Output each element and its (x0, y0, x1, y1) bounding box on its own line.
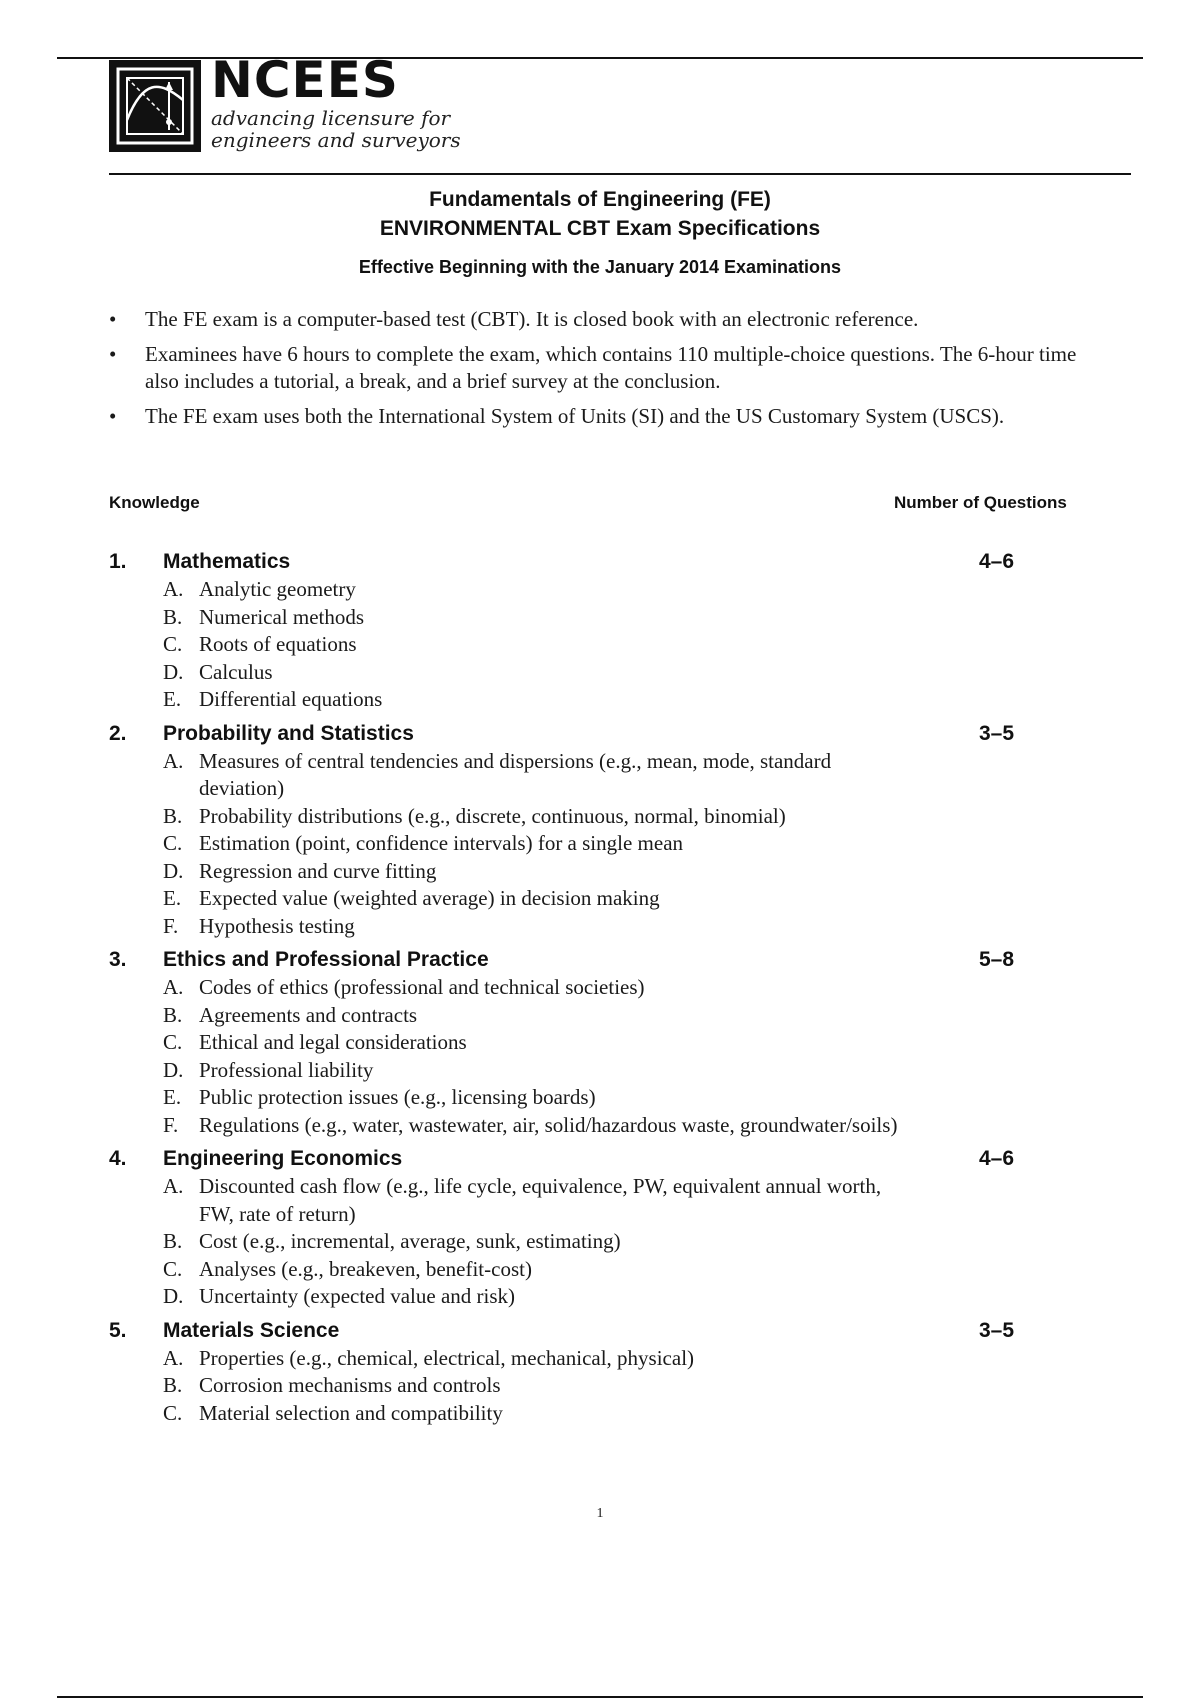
topic-text: Cost (e.g., incremental, average, sunk, estimating) (199, 1229, 621, 1253)
topic-letter: C. (163, 1400, 183, 1425)
section-engineering-economics (109, 1145, 1059, 1311)
section-mathematics (109, 548, 1059, 714)
header-rule (109, 173, 1131, 175)
topic-text: Public protection issues (e.g., licensing boards) (199, 1085, 596, 1109)
section-heading (109, 548, 1059, 576)
topic-item (109, 1283, 1059, 1311)
topic-letter: B. (163, 1373, 183, 1397)
column-header-knowledge: Knowledge (109, 493, 200, 512)
topic-text: Properties (e.g., chemical, electrical, mechanical, physical) (199, 1345, 695, 1370)
topic-item (109, 1084, 1059, 1112)
knowledge-sections (109, 548, 1059, 1433)
topic-item (109, 803, 1059, 831)
topic-letter: B. (163, 1002, 183, 1027)
topic-letter: D. (163, 1057, 184, 1082)
topic-text: Measures of central tendencies and dispersions (e.g., mean, mode, standard deviation) (199, 748, 832, 800)
section-title: Ethics and Professional Practice (163, 948, 489, 971)
topic-item (109, 1256, 1059, 1284)
topic-letter: C. (163, 632, 183, 656)
section-question-count: 4–6 (979, 550, 1015, 573)
section-heading (109, 1145, 1059, 1173)
exam-info-bullets (109, 306, 1089, 438)
section-heading (109, 946, 1059, 974)
bullet-icon: • (109, 404, 117, 428)
topic-text: Differential equations (199, 687, 383, 711)
bullet-text: The FE exam uses both the International System of Units (SI) and the US Customary System (USCS). (145, 404, 1005, 428)
topic-item (109, 830, 1059, 858)
topic-letter: F. (163, 1112, 179, 1137)
bullet-icon: • (109, 342, 117, 366)
topic-text: Codes of ethics (professional and technical societies) (199, 975, 645, 999)
topic-item (109, 631, 1059, 659)
topic-letter: B. (163, 1229, 183, 1253)
topic-letter: D. (163, 659, 184, 684)
section-number: 1. (109, 550, 127, 573)
bullet-text: The FE exam is a computer-based test (CBT). It is closed book with an electronic reference. (145, 307, 919, 331)
topic-letter: C. (163, 1030, 183, 1054)
document-subtitle: ENVIRONMENTAL CBT Exam Specifications (379, 217, 821, 240)
section-probability-and-statistics (109, 720, 1059, 941)
topic-letter: A. (163, 748, 184, 773)
topic-text: Corrosion mechanisms and controls (199, 1373, 501, 1397)
topic-item (109, 1228, 1059, 1256)
section-number: 3. (109, 948, 127, 971)
section-number: 4. (109, 1147, 127, 1170)
topic-letter: E. (163, 886, 182, 910)
page-number: 1 (596, 1506, 604, 1521)
bullet-item (109, 341, 1089, 395)
topic-letter: A. (163, 1174, 184, 1198)
section-heading (109, 720, 1059, 748)
section-question-count: 3–5 (979, 721, 1015, 745)
topic-letter: C. (163, 831, 183, 855)
topic-text: Analyses (e.g., breakeven, benefit-cost) (199, 1256, 532, 1281)
topic-text: Roots of equations (199, 632, 357, 656)
topic-text: Expected value (weighted average) in decision making (199, 886, 660, 910)
logo-tagline-1: advancing licensure for (211, 105, 451, 130)
effective-date: Effective Beginning with the January 2014 Examinations (358, 257, 842, 277)
bullet-text: Examinees have 6 hours to complete the exam, which contains 110 multiple-choice questions. The 6-hour time also includes a tutorial, a break, and a brief survey at the conclusion. (145, 342, 1077, 393)
topic-text: Uncertainty (expected value and risk) (199, 1284, 516, 1308)
topic-item (109, 885, 1059, 913)
bullet-item (109, 306, 1089, 333)
section-title: Materials Science (163, 1318, 340, 1342)
bottom-rule (57, 1696, 1143, 1698)
topic-letter: D. (163, 1284, 184, 1308)
topic-letter: D. (163, 858, 184, 883)
topic-letter: A. (163, 975, 184, 999)
section-question-count: 4–6 (979, 1147, 1015, 1170)
topic-item (109, 659, 1059, 687)
topic-text: Numerical methods (199, 604, 365, 629)
bullet-icon: • (109, 307, 117, 331)
topic-text: Calculus (199, 659, 273, 684)
topic-item (109, 1029, 1059, 1057)
topic-text: Analytic geometry (199, 577, 356, 601)
section-title: Mathematics (163, 550, 291, 573)
topic-item (109, 858, 1059, 886)
topic-item (109, 686, 1059, 714)
logo-name: NCEES (211, 51, 399, 109)
section-title: Engineering Economics (163, 1147, 403, 1170)
topic-text: Hypothesis testing (199, 913, 355, 938)
topic-letter: A. (163, 577, 184, 601)
topic-item (109, 1372, 1059, 1400)
topic-text: Discounted cash flow (e.g., life cycle, equivalence, PW, equivalent annual worth, FW, rate of return) (199, 1174, 882, 1226)
topic-letter: E. (163, 1085, 182, 1109)
topic-item (109, 604, 1059, 632)
topic-item (109, 1173, 1059, 1228)
topic-text: Agreements and contracts (199, 1002, 418, 1027)
topic-item (109, 1002, 1059, 1030)
column-header-number-of-questions: Number of Questions (894, 493, 1067, 512)
document-title: Fundamentals of Engineering (FE) (429, 188, 771, 211)
section-materials-science (109, 1317, 1059, 1428)
ncees-logo-mark-icon (109, 60, 201, 152)
topic-text: Material selection and compatibility (199, 1400, 503, 1425)
topic-letter: B. (163, 604, 183, 629)
section-title: Probability and Statistics (163, 721, 414, 745)
topic-text: Estimation (point, confidence intervals) for a single mean (199, 831, 684, 855)
topic-letter: B. (163, 803, 183, 828)
topic-letter: C. (163, 1256, 183, 1281)
bullet-item (109, 403, 1089, 430)
topic-text: Regulations (e.g., water, wastewater, air, solid/hazardous waste, groundwater/soils) (199, 1112, 898, 1137)
topic-item (109, 1400, 1059, 1428)
logo-text (211, 51, 461, 152)
section-question-count: 3–5 (979, 1318, 1015, 1342)
document-title-block (0, 185, 1200, 279)
topic-text: Regression and curve fitting (199, 858, 437, 883)
topic-letter: E. (163, 687, 182, 711)
topic-item (109, 974, 1059, 1002)
topic-text: Probability distributions (e.g., discrete, continuous, normal, binomial) (199, 803, 786, 828)
topic-letter: F. (163, 913, 179, 938)
topic-item (109, 913, 1059, 941)
section-question-count: 5–8 (979, 948, 1015, 971)
ncees-logo (109, 51, 461, 152)
topic-item (109, 1112, 1059, 1140)
topic-item (109, 1345, 1059, 1373)
section-number: 5. (109, 1318, 127, 1342)
topic-letter: A. (163, 1345, 184, 1370)
topic-item (109, 748, 1059, 803)
logo-tagline-2: engineers and surveyors (211, 127, 461, 152)
section-number: 2. (109, 721, 127, 745)
section-heading (109, 1317, 1059, 1345)
topic-item (109, 576, 1059, 604)
topic-item (109, 1057, 1059, 1085)
topic-text: Professional liability (199, 1057, 374, 1082)
section-ethics-and-professional-practice (109, 946, 1059, 1139)
topic-text: Ethical and legal considerations (199, 1030, 467, 1054)
